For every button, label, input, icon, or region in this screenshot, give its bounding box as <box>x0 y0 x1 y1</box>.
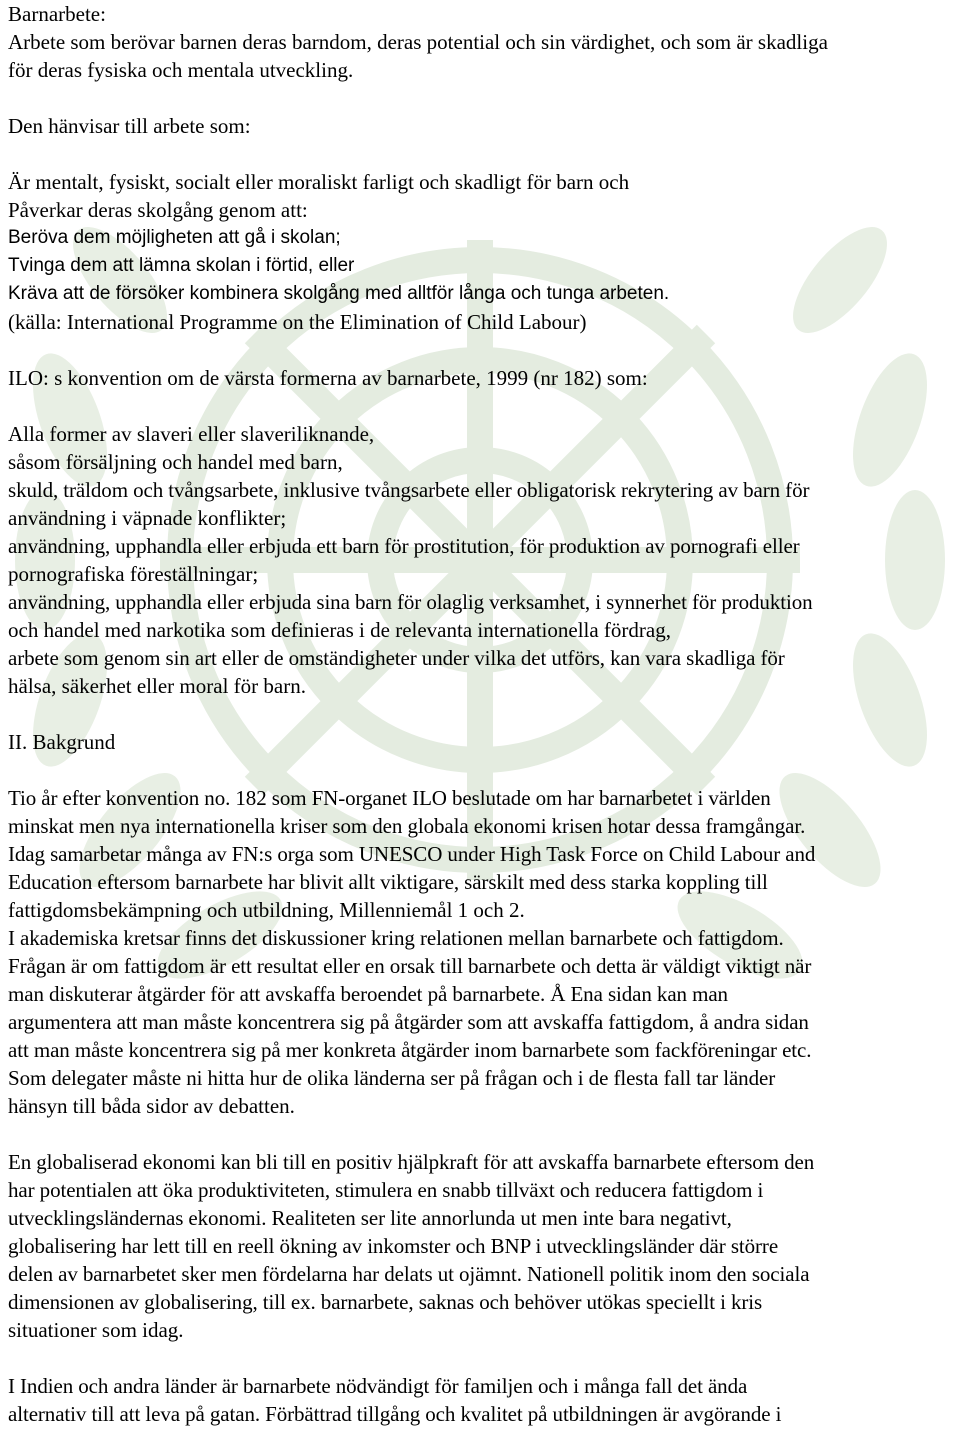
background-heading: II. Bakgrund <box>8 730 116 754</box>
section-heading: Barnarbete: <box>8 2 106 26</box>
criteria-line: Påverkar deras skolgång genom att: <box>8 198 308 222</box>
paragraph-line: I akademiska kretsar finns det diskussioner kring relationen mellan barnarbete och fattigdom. <box>8 926 784 950</box>
definition-line: för deras fysiska och mentala utveckling. <box>8 58 354 82</box>
ilo-form-line: pornografiska föreställningar; <box>8 562 259 586</box>
paragraph-line: argumentera att man måste koncentrera sig på åtgärder som att avskaffa fattigdom, å andra sidan <box>8 1010 809 1034</box>
paragraph-line: har potentialen att öka produktiviteten, stimulera en snabb tillväxt och reducera fattigdom i <box>8 1178 764 1202</box>
ilo-form-line: användning, upphandla eller erbjuda ett barn för prostitution, för produktion av pornografi eller <box>8 534 800 558</box>
criteria-line: Är mentalt, fysiskt, socialt eller moraliskt farligt och skadligt för barn och <box>8 170 630 194</box>
ilo-form-line: användning, upphandla eller erbjuda sina barn för olaglig verksamhet, i synnerhet för produktion <box>8 590 813 614</box>
ilo-form-line: arbete som genom sin art eller de omständigheter under vilka det utförs, kan vara skadliga för <box>8 646 785 670</box>
refers-intro: Den hänvisar till arbete som: <box>8 114 251 138</box>
ilo-form-line: skuld, träldom och tvångsarbete, inklusive tvångsarbete eller obligatorisk rekrytering av barn för <box>8 478 810 502</box>
ilo-intro: ILO: s konvention om de värsta formerna av barnarbete, 1999 (nr 182) som: <box>8 366 648 390</box>
paragraph-line: Frågan är om fattigdom är ett resultat eller en orsak till barnarbete och detta är väldigt viktigt när <box>8 954 812 978</box>
criteria-line: Beröva dem möjligheten att gå i skolan; <box>8 227 341 248</box>
definition-line: Arbete som berövar barnen deras barndom, deras potential och sin värdighet, och som är skadliga <box>8 30 828 54</box>
paragraph-line: utvecklingsländernas ekonomi. Realiteten ser lite annorlunda ut men inte bara negativt, <box>8 1206 732 1230</box>
criteria-line: Kräva att de försöker kombinera skolgång med alltför långa och tunga arbeten. <box>8 283 670 304</box>
paragraph-line: situationer som idag. <box>8 1318 184 1342</box>
paragraph-line: Idag samarbetar många av FN:s orga som UNESCO under High Task Force on Child Labour and <box>8 842 816 866</box>
paragraph-line: att man måste koncentrera sig på mer konkreta åtgärder inom barnarbete som fackföreningar etc. <box>8 1038 812 1062</box>
ilo-form-line: såsom försäljning och handel med barn, <box>8 450 343 474</box>
paragraph-line: globalisering har lett till en reell ökning av inkomster och BNP i utvecklingsländer där större <box>8 1234 779 1258</box>
paragraph-line: delen av barnarbetet sker men fördelarna har delats ut ojämnt. Nationell politik inom den sociala <box>8 1262 810 1286</box>
paragraph-line: Education eftersom barnarbete har blivit allt viktigare, särskilt med dess starka koppling till <box>8 870 768 894</box>
ilo-form-line: Alla former av slaveri eller slaveriliknande, <box>8 422 375 446</box>
paragraph-line: minskat men nya internationella kriser som den globala ekonomi krisen hotar dessa framgångar. <box>8 814 806 838</box>
paragraph-line: hänsyn till båda sidor av debatten. <box>8 1094 295 1118</box>
paragraph-line: En globaliserad ekonomi kan bli till en positiv hjälpkraft för att avskaffa barnarbete eftersom den <box>8 1150 815 1174</box>
source-citation: (källa: International Programme on the Elimination of Child Labour) <box>8 310 587 334</box>
paragraph-line: dimensionen av globalisering, till ex. barnarbete, saknas och behöver utökas speciellt i kris <box>8 1290 763 1314</box>
ilo-form-line: och handel med narkotika som definieras i de relevanta internationella fördrag, <box>8 618 671 642</box>
ilo-form-line: hälsa, säkerhet eller moral för barn. <box>8 674 306 698</box>
paragraph-line: man diskuterar åtgärder för att avskaffa beroendet på barnarbete. Å Ena sidan kan man <box>8 982 728 1006</box>
paragraph-line: Tio år efter konvention no. 182 som FN-organet ILO beslutade om har barnarbetet i världen <box>8 786 771 810</box>
ilo-form-line: användning i väpnade konflikter; <box>8 506 287 530</box>
paragraph-line: Som delegater måste ni hitta hur de olika länderna ser på frågan och i de flesta fall tar länder <box>8 1066 776 1090</box>
paragraph-line: I Indien och andra länder är barnarbete nödvändigt för familjen och i många fall det ända <box>8 1374 748 1398</box>
criteria-line: Tvinga dem att lämna skolan i förtid, eller <box>8 255 355 276</box>
paragraph-line: alternativ till att leva på gatan. Förbättrad tillgång och kvalitet på utbildningen är avgörande i <box>8 1402 782 1426</box>
paragraph-line: fattigdomsbekämpning och utbildning, Millenniemål 1 och 2. <box>8 898 525 922</box>
